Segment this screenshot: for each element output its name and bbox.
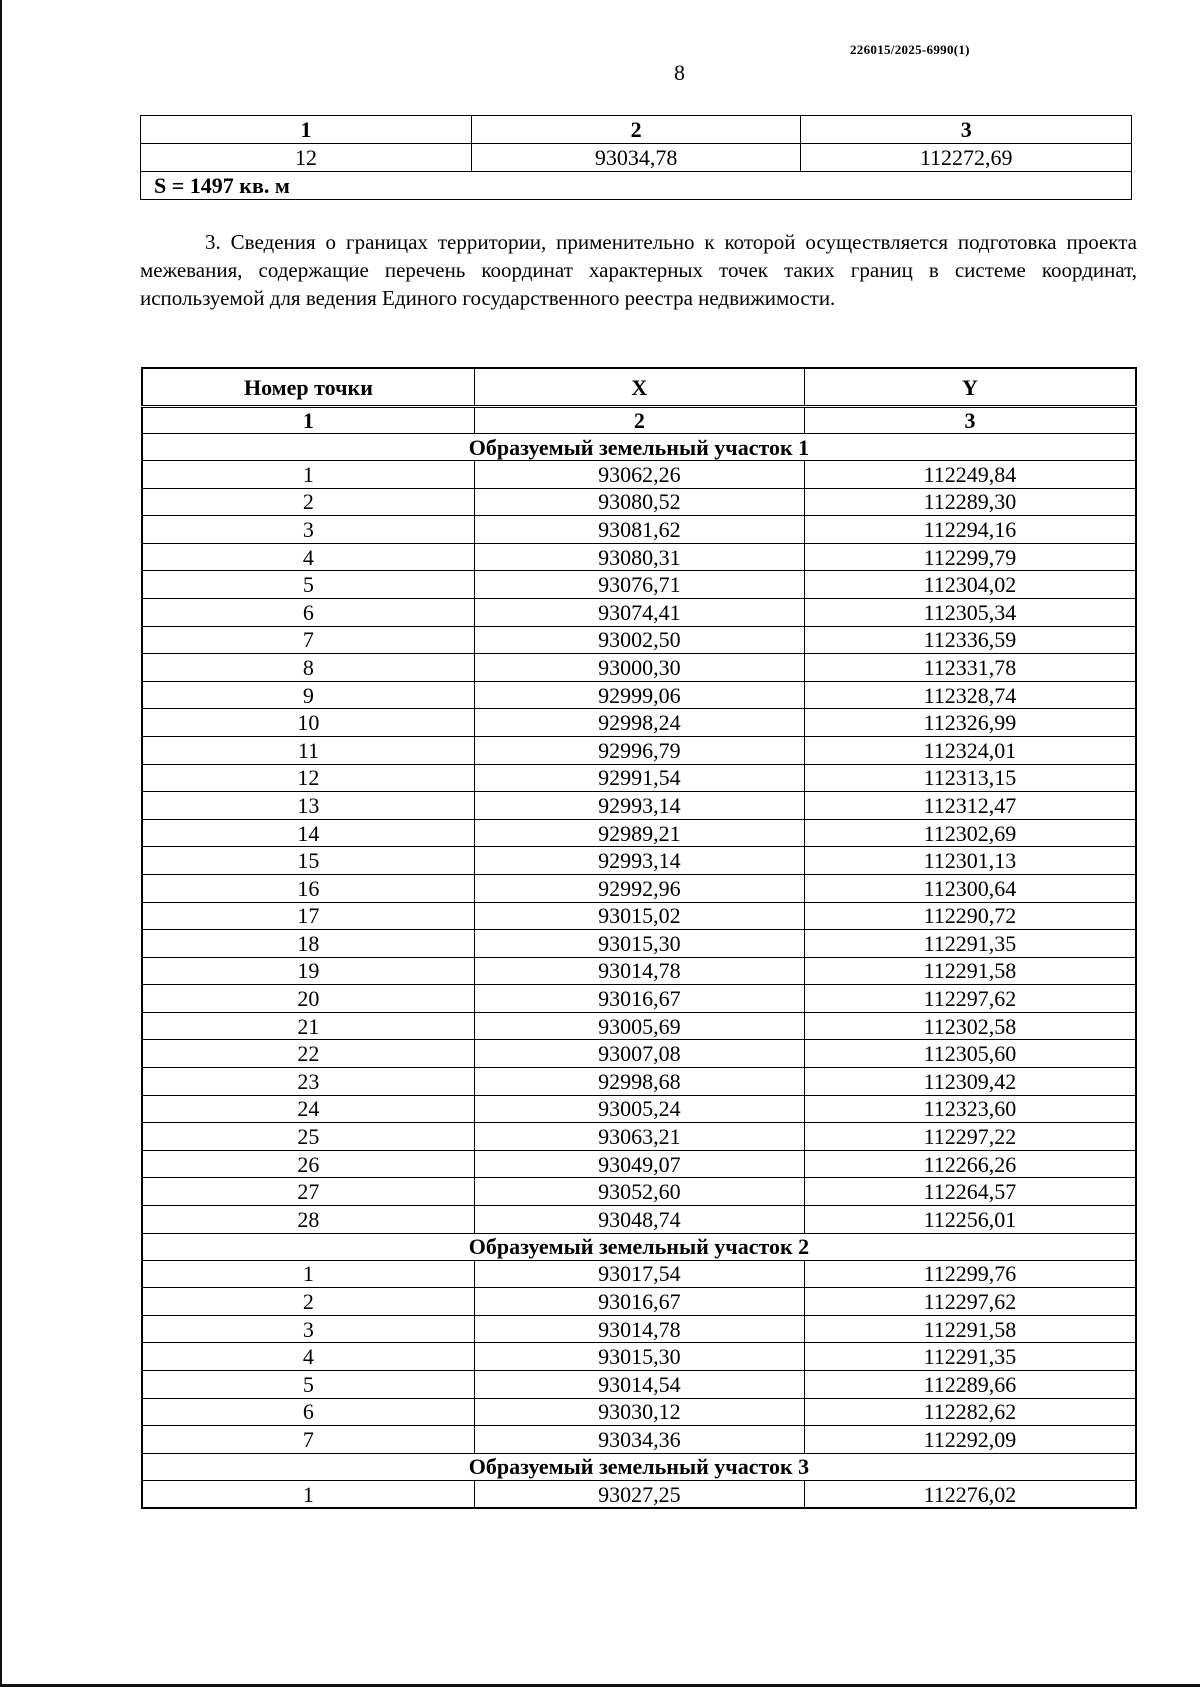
y-coordinate-cell: 112289,30 — [804, 488, 1136, 516]
header-cell: 2 — [471, 116, 801, 144]
point-number-cell: 15 — [142, 847, 474, 875]
column-number-cell: 2 — [474, 407, 804, 434]
y-coordinate-cell: 112297,22 — [804, 1123, 1136, 1151]
x-coordinate-cell: 93034,36 — [474, 1426, 804, 1454]
table-row — [142, 764, 1136, 792]
point-number-cell: 7 — [142, 626, 474, 654]
y-coordinate-cell: 112291,35 — [804, 930, 1136, 958]
x-coordinate-cell: 93063,21 — [474, 1123, 804, 1151]
y-coordinate-cell: 112297,62 — [804, 985, 1136, 1013]
area-value: S = 1497 кв. м — [141, 172, 1132, 200]
table-row — [142, 847, 1136, 875]
point-number-cell: 26 — [142, 1150, 474, 1178]
x-coordinate-cell: 93034,78 — [471, 144, 801, 172]
table-row — [142, 571, 1136, 599]
table-row — [142, 1315, 1136, 1343]
table-row — [142, 488, 1136, 516]
x-coordinate-cell: 93030,12 — [474, 1398, 804, 1426]
x-coordinate-cell: 93015,30 — [474, 1343, 804, 1371]
x-coordinate-cell: 93005,24 — [474, 1095, 804, 1123]
header-cell: 1 — [141, 116, 472, 144]
y-coordinate-cell: 112299,76 — [804, 1260, 1136, 1288]
point-number-cell: 11 — [142, 736, 474, 764]
y-coordinate-cell: 112323,60 — [804, 1095, 1136, 1123]
table-row — [142, 819, 1136, 847]
y-coordinate-cell: 112249,84 — [804, 461, 1136, 489]
y-coordinate-cell: 112305,60 — [804, 1040, 1136, 1068]
x-coordinate-cell: 93015,02 — [474, 902, 804, 930]
table-row — [142, 957, 1136, 985]
table-row — [142, 1068, 1136, 1096]
y-coordinate-cell: 112328,74 — [804, 681, 1136, 709]
table-row — [141, 144, 1132, 172]
point-number-cell: 7 — [142, 1426, 474, 1454]
x-coordinate-cell: 93081,62 — [474, 516, 804, 544]
table-row — [142, 1426, 1136, 1454]
table-row — [142, 709, 1136, 737]
table-row — [142, 598, 1136, 626]
x-coordinate-cell: 93048,74 — [474, 1206, 804, 1234]
y-coordinate-cell: 112291,35 — [804, 1343, 1136, 1371]
table-row — [142, 543, 1136, 571]
y-coordinate-cell: 112266,26 — [804, 1150, 1136, 1178]
column-number-cell: 3 — [804, 407, 1136, 434]
y-coordinate-cell: 112276,02 — [804, 1480, 1136, 1508]
y-coordinate-cell: 112336,59 — [804, 626, 1136, 654]
x-coordinate-cell: 93049,07 — [474, 1150, 804, 1178]
point-number-cell: 25 — [142, 1123, 474, 1151]
table-row — [142, 902, 1136, 930]
x-coordinate-cell: 93014,54 — [474, 1371, 804, 1399]
y-coordinate-cell: 112282,62 — [804, 1398, 1136, 1426]
table-row — [142, 654, 1136, 682]
table-row — [142, 516, 1136, 544]
y-coordinate-cell: 112304,02 — [804, 571, 1136, 599]
y-coordinate-cell: 112256,01 — [804, 1206, 1136, 1234]
point-number-cell: 13 — [142, 792, 474, 820]
x-coordinate-cell: 93016,67 — [474, 985, 804, 1013]
x-coordinate-cell: 93002,50 — [474, 626, 804, 654]
x-coordinate-cell: 92993,14 — [474, 847, 804, 875]
table-row — [142, 1371, 1136, 1399]
table-row — [142, 1178, 1136, 1206]
point-number-cell: 3 — [142, 1315, 474, 1343]
table-row — [142, 1206, 1136, 1234]
y-coordinate-cell: 112291,58 — [804, 1315, 1136, 1343]
y-coordinate-cell: 112302,69 — [804, 819, 1136, 847]
point-number-cell: 8 — [142, 654, 474, 682]
document-number: 226015/2025-6990(1) — [850, 42, 970, 57]
point-number-cell: 3 — [142, 516, 474, 544]
x-coordinate-cell: 93062,26 — [474, 461, 804, 489]
table-row — [142, 1095, 1136, 1123]
point-number-cell: 28 — [142, 1206, 474, 1234]
x-coordinate-cell: 93080,31 — [474, 543, 804, 571]
y-coordinate-cell: 112264,57 — [804, 1178, 1136, 1206]
point-number-cell: 4 — [142, 543, 474, 571]
header-cell: 3 — [801, 116, 1132, 144]
header-y: Y — [804, 368, 1136, 407]
y-coordinate-cell: 112312,47 — [804, 792, 1136, 820]
point-number-cell: 19 — [142, 957, 474, 985]
table-row — [142, 736, 1136, 764]
point-number-cell: 12 — [141, 144, 472, 172]
x-coordinate-cell: 92999,06 — [474, 681, 804, 709]
point-number-cell: 27 — [142, 1178, 474, 1206]
y-coordinate-cell: 112291,58 — [804, 957, 1136, 985]
point-number-cell: 6 — [142, 598, 474, 626]
header-x: X — [474, 368, 804, 407]
page-number: 8 — [674, 60, 685, 85]
section-title: Образуемый земельный участок 1 — [142, 434, 1136, 461]
point-number-cell: 18 — [142, 930, 474, 958]
continuation-table — [140, 115, 1132, 200]
point-number-cell: 24 — [142, 1095, 474, 1123]
y-coordinate-cell: 112309,42 — [804, 1068, 1136, 1096]
y-coordinate-cell: 112313,15 — [804, 764, 1136, 792]
point-number-cell: 1 — [142, 461, 474, 489]
table-row — [142, 626, 1136, 654]
point-number-cell: 2 — [142, 488, 474, 516]
point-number-cell: 16 — [142, 874, 474, 902]
table-header-row — [142, 368, 1136, 407]
x-coordinate-cell: 93005,69 — [474, 1012, 804, 1040]
page-edge-left — [0, 0, 2, 1687]
point-number-cell: 17 — [142, 902, 474, 930]
x-coordinate-cell: 92998,24 — [474, 709, 804, 737]
point-number-cell: 5 — [142, 1371, 474, 1399]
point-number-cell: 10 — [142, 709, 474, 737]
x-coordinate-cell: 92996,79 — [474, 736, 804, 764]
x-coordinate-cell: 92998,68 — [474, 1068, 804, 1096]
y-coordinate-cell: 112294,16 — [804, 516, 1136, 544]
table-row — [142, 1012, 1136, 1040]
point-number-cell: 14 — [142, 819, 474, 847]
table-row — [142, 1123, 1136, 1151]
table-header-row — [141, 116, 1132, 144]
x-coordinate-cell: 92993,14 — [474, 792, 804, 820]
column-number-row — [142, 407, 1136, 434]
x-coordinate-cell: 93015,30 — [474, 930, 804, 958]
y-coordinate-cell: 112300,64 — [804, 874, 1136, 902]
y-coordinate-cell: 112290,72 — [804, 902, 1136, 930]
boundary-description-paragraph: 3. Сведения о границах территории, применительно к которой осуществляется подготовка проекта межевания, содержащие перечень координат характерных точек таких границ в системе координат, используемой для ведения Единого государственного реестра недвижимости. — [140, 230, 1137, 310]
y-coordinate-cell: 112299,79 — [804, 543, 1136, 571]
column-number-cell: 1 — [142, 407, 474, 434]
y-coordinate-cell: 112305,34 — [804, 598, 1136, 626]
coordinates-table — [141, 367, 1137, 1509]
point-number-cell: 4 — [142, 1343, 474, 1371]
point-number-cell: 21 — [142, 1012, 474, 1040]
section-title: Образуемый земельный участок 2 — [142, 1233, 1136, 1260]
header-point-number: Номер точки — [142, 368, 474, 407]
table-row — [142, 1150, 1136, 1178]
point-number-cell: 5 — [142, 571, 474, 599]
y-coordinate-cell: 112331,78 — [804, 654, 1136, 682]
y-coordinate-cell: 112292,09 — [804, 1426, 1136, 1454]
table-row — [142, 1480, 1136, 1508]
x-coordinate-cell: 93074,41 — [474, 598, 804, 626]
section-title-row — [142, 1453, 1136, 1480]
area-row — [141, 172, 1132, 200]
point-number-cell: 6 — [142, 1398, 474, 1426]
point-number-cell: 9 — [142, 681, 474, 709]
x-coordinate-cell: 92992,96 — [474, 874, 804, 902]
x-coordinate-cell: 93017,54 — [474, 1260, 804, 1288]
table-row — [142, 874, 1136, 902]
y-coordinate-cell: 112289,66 — [804, 1371, 1136, 1399]
x-coordinate-cell: 93027,25 — [474, 1480, 804, 1508]
point-number-cell: 20 — [142, 985, 474, 1013]
table-row — [142, 1260, 1136, 1288]
table-row — [142, 1343, 1136, 1371]
table-row — [142, 792, 1136, 820]
point-number-cell: 1 — [142, 1480, 474, 1508]
section-title-row — [142, 434, 1136, 461]
y-coordinate-cell: 112326,99 — [804, 709, 1136, 737]
point-number-cell: 23 — [142, 1068, 474, 1096]
x-coordinate-cell: 93076,71 — [474, 571, 804, 599]
x-coordinate-cell: 93080,52 — [474, 488, 804, 516]
point-number-cell: 1 — [142, 1260, 474, 1288]
point-number-cell: 12 — [142, 764, 474, 792]
x-coordinate-cell: 92991,54 — [474, 764, 804, 792]
table-row — [142, 985, 1136, 1013]
point-number-cell: 2 — [142, 1288, 474, 1316]
point-number-cell: 22 — [142, 1040, 474, 1068]
x-coordinate-cell: 92989,21 — [474, 819, 804, 847]
x-coordinate-cell: 93014,78 — [474, 957, 804, 985]
x-coordinate-cell: 93014,78 — [474, 1315, 804, 1343]
table-row — [142, 681, 1136, 709]
table-row — [142, 1398, 1136, 1426]
table-row — [142, 461, 1136, 489]
table-row — [142, 1288, 1136, 1316]
x-coordinate-cell: 93007,08 — [474, 1040, 804, 1068]
y-coordinate-cell: 112272,69 — [801, 144, 1132, 172]
x-coordinate-cell: 93052,60 — [474, 1178, 804, 1206]
y-coordinate-cell: 112302,58 — [804, 1012, 1136, 1040]
table-row — [142, 930, 1136, 958]
y-coordinate-cell: 112301,13 — [804, 847, 1136, 875]
x-coordinate-cell: 93000,30 — [474, 654, 804, 682]
x-coordinate-cell: 93016,67 — [474, 1288, 804, 1316]
section-title: Образуемый земельный участок 3 — [142, 1453, 1136, 1480]
y-coordinate-cell: 112324,01 — [804, 736, 1136, 764]
table-row — [142, 1040, 1136, 1068]
y-coordinate-cell: 112297,62 — [804, 1288, 1136, 1316]
section-title-row — [142, 1233, 1136, 1260]
